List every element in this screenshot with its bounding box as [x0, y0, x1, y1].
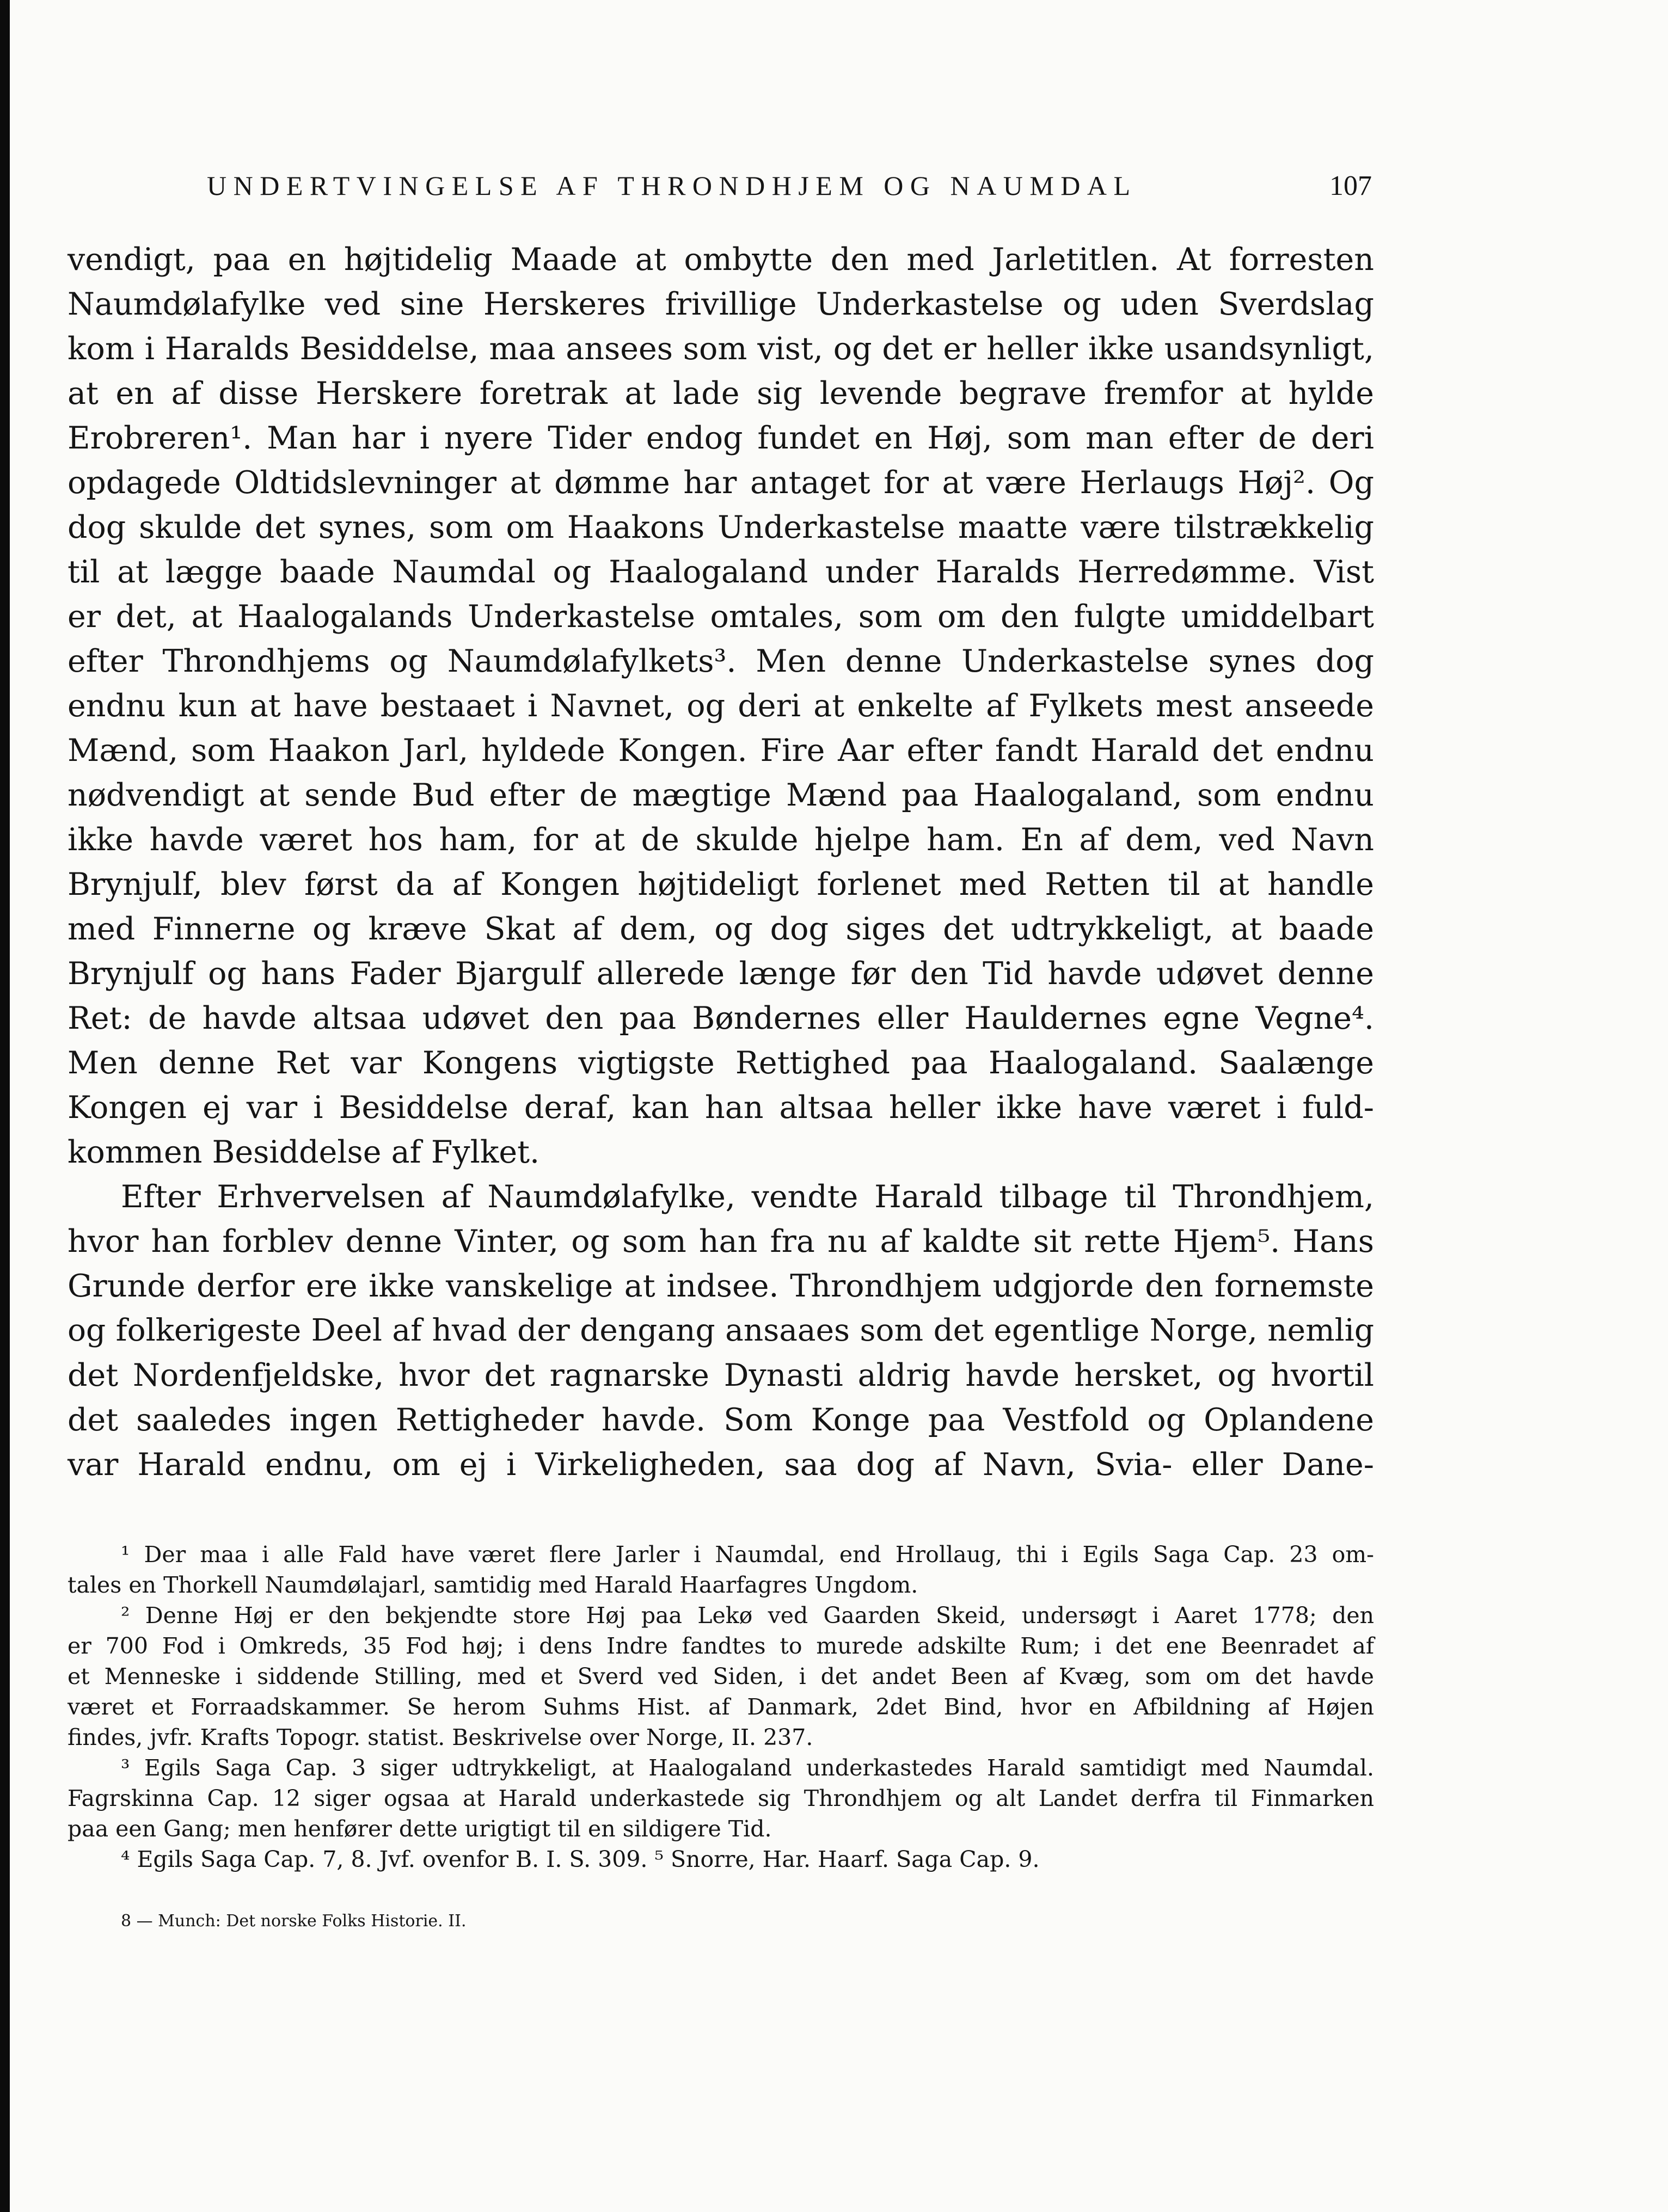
text-line: Efter Erhvervelsen af Naumdølafylke, vendte Harald tilbage til Throndhjem,: [121, 1179, 1374, 1215]
running-title: UNDERTVINGELSE AF THRONDHJEM OG NAUMDAL: [207, 170, 1137, 201]
text-line: det Nordenfjeldske, hvor det ragnarske Dynasti aldrig havde hersket, og hvortil: [68, 1357, 1374, 1393]
text-line: at en af disse Herskere foretrak at lade sig levende begrave fremfor at hylde: [68, 376, 1374, 411]
text-line: Men denne Ret var Kongens vigtigste Rettighed paa Haalogaland. Saalænge: [68, 1045, 1374, 1081]
footnote-line: tales en Thorkell Naumdølajarl, samtidig med Harald Haarfagres Ungdom.: [68, 1572, 918, 1598]
text-line: Kongen ej var i Besiddelse deraf, kan han altsaa heller ikke have været i fuld-: [68, 1090, 1374, 1126]
text-line: Ret: de havde altsaa udøvet den paa Bøndernes eller Hauldernes egne Vegne⁴.: [68, 1000, 1374, 1036]
footnote-line: Fagrskinna Cap. 12 siger ogsaa at Harald underkastede sig Throndhjem og alt Landet derfra til Finmarken: [68, 1785, 1374, 1811]
text-line: det saaledes ingen Rettigheder havde. Som Konge paa Vestfold og Oplandene: [68, 1402, 1374, 1438]
text-line: Brynjulf og hans Fader Bjargulf allerede længe før den Tid havde udøvet denne: [68, 956, 1374, 992]
text-line: og folkerigeste Deel af hvad der dengang ansaaes som det egentlige Norge, nemlig: [68, 1313, 1374, 1348]
footnote-line: ¹ Der maa i alle Fald have været flere Jarler i Naumdal, end Hrollaug, thi i Egils Saga Cap. 23 om-: [121, 1541, 1374, 1568]
text-line: Brynjulf, blev først da af Kongen højtideligt forlenet med Retten til at handle: [68, 867, 1374, 902]
text-line: endnu kun at have bestaaet i Navnet, og deri at enkelte af Fylkets mest anseede: [68, 688, 1374, 724]
text-line: kommen Besiddelse af Fylket.: [68, 1134, 540, 1170]
main-text: [68, 237, 1374, 1487]
text-line: hvor han forblev denne Vinter, og som han fra nu af kaldte sit rette Hjem⁵. Hans: [68, 1224, 1374, 1259]
text-line: til at lægge baade Naumdal og Haalogaland under Haralds Herredømme. Vist: [68, 554, 1374, 590]
text-line: efter Throndhjems og Naumdølafylkets³. Men denne Underkastelse synes dog: [68, 643, 1374, 679]
footnote-line: paa een Gang; men henfører dette urigtigt til en sildigere Tid.: [68, 1816, 772, 1842]
text-line: med Finnerne og kræve Skat af dem, og dog siges det udtrykkeligt, at baade: [68, 911, 1374, 947]
footnote-line: ⁴ Egils Saga Cap. 7, 8. Jvf. ovenfor B. I. S. 309. ⁵ Snorre, Har. Haarf. Saga Cap. 9.: [121, 1846, 1040, 1872]
text-line: opdagede Oldtidslevninger at dømme har antaget for at være Herlaugs Høj². Og: [68, 465, 1374, 501]
text-line: er det, at Haalogalands Underkastelse omtales, som om den fulgte umiddelbart: [68, 599, 1374, 635]
text-line: Grunde derfor ere ikke vanskelige at indsee. Throndhjem udgjorde den fornemste: [68, 1268, 1374, 1304]
footnotes: [68, 1539, 1374, 1875]
footnote-line: været et Forraadskammer. Se herom Suhms Hist. af Danmark, 2det Bind, hvor en Afbildning af Højen: [68, 1694, 1374, 1720]
footnote-line: findes, jvfr. Krafts Topogr. statist. Beskrivelse over Norge, II. 237.: [68, 1724, 813, 1750]
footnote-line: ² Denne Høj er den bekjendte store Høj paa Lekø ved Gaarden Skeid, undersøgt i Aaret 1778; den: [121, 1602, 1374, 1629]
scan-border: [0, 0, 10, 2212]
text-line: Erobreren¹. Man har i nyere Tider endog fundet en Høj, som man efter de deri: [68, 420, 1374, 456]
page-header: [207, 170, 1372, 202]
printer-signature: 8 — Munch: Det norske Folks Historie. II.: [121, 1912, 467, 1931]
text-line: kom i Haralds Besiddelse, maa ansees som vist, og det er heller ikke usandsynligt,: [68, 331, 1374, 367]
text-line: vendigt, paa en højtidelig Maade at ombytte den med Jarletitlen. At forresten: [68, 242, 1374, 278]
footnote-line: et Menneske i siddende Stilling, med et Sverd ved Siden, i det andet Been af Kvæg, som om det havde: [68, 1663, 1374, 1689]
text-line: Naumdølafylke ved sine Herskeres frivillige Underkastelse og uden Sverdslag: [68, 286, 1374, 322]
text-line: ikke havde været hos ham, for at de skulde hjelpe ham. En af dem, ved Navn: [68, 822, 1374, 858]
text-line: nødvendigt at sende Bud efter de mægtige Mænd paa Haalogaland, som endnu: [68, 777, 1374, 813]
text-line: Mænd, som Haakon Jarl, hyldede Kongen. Fire Aar efter fandt Harald det endnu: [68, 733, 1374, 769]
footnote-line: ³ Egils Saga Cap. 3 siger udtrykkeligt, at Haalogaland underkastedes Harald samtidigt med Naumdal.: [121, 1755, 1374, 1781]
page-number: 107: [1329, 170, 1372, 201]
text-line: var Harald endnu, om ej i Virkeligheden, saa dog af Navn, Svia- eller Dane-: [68, 1447, 1374, 1483]
text-line: dog skulde det synes, som om Haakons Underkastelse maatte være tilstrækkelig: [68, 509, 1374, 545]
footnote-line: er 700 Fod i Omkreds, 35 Fod høj; i dens Indre fandtes to murede adskilte Rum; i det ene Beenradet af: [68, 1633, 1374, 1659]
